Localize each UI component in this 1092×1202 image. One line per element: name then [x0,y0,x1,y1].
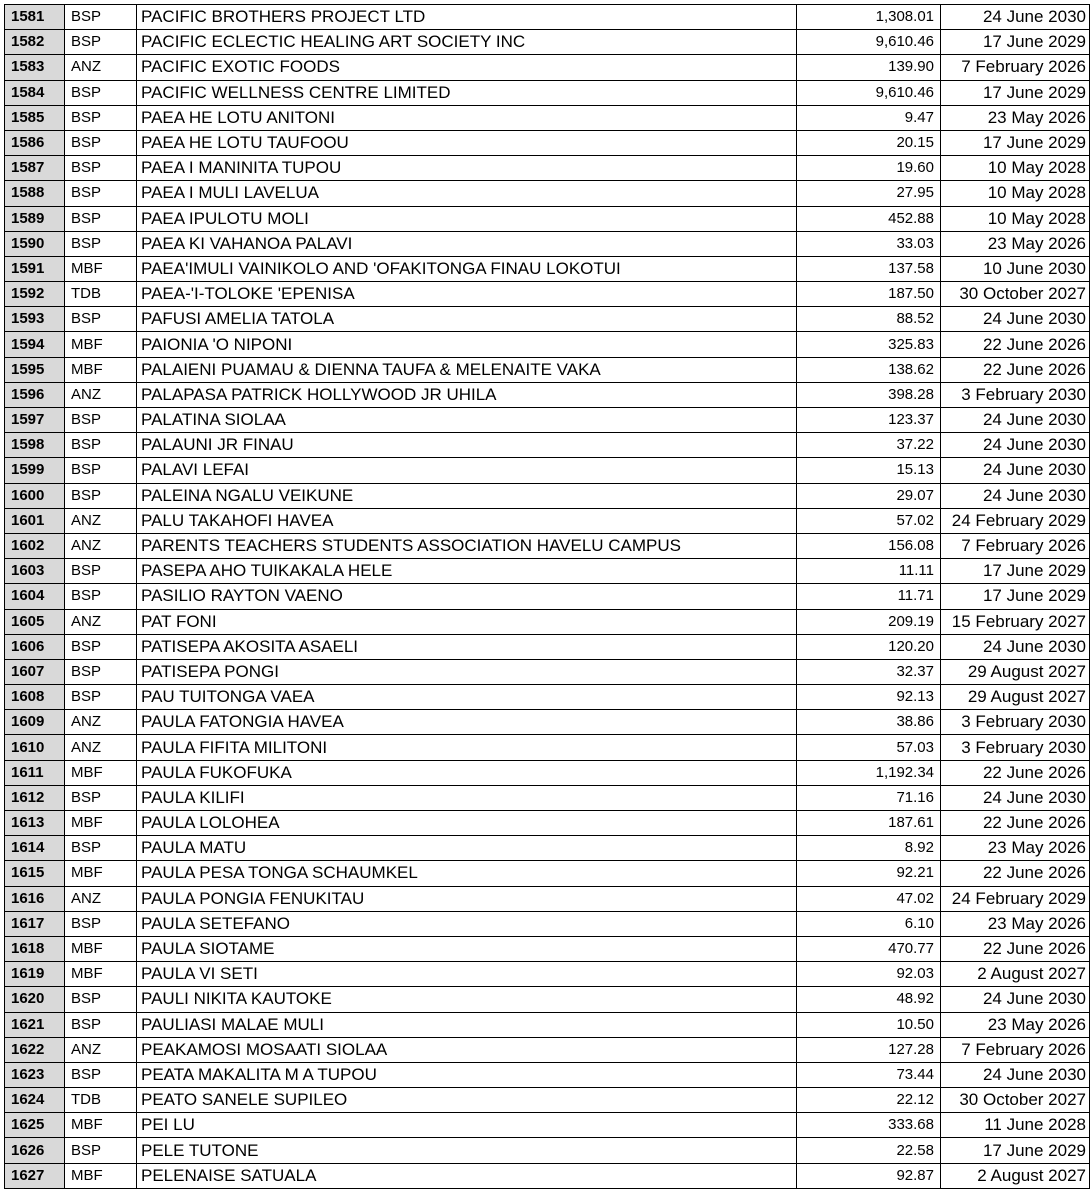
table-row [5,357,1090,382]
date-cell[interactable]: 15 February 2027 [941,609,1090,634]
date-cell[interactable]: 7 February 2026 [941,533,1090,558]
bank-code-cell[interactable]: MBF [65,1163,137,1188]
account-name-cell[interactable]: PAULA PONGIA FENUKITAU [137,886,797,911]
table-row [5,1088,1090,1113]
table-row [5,1138,1090,1163]
date-cell[interactable]: 23 May 2026 [941,836,1090,861]
account-name-cell[interactable]: PELE TUTONE [137,1138,797,1163]
table-row [5,307,1090,332]
date-cell[interactable]: 22 June 2026 [941,936,1090,961]
table-row [5,156,1090,181]
bank-code-cell[interactable]: ANZ [65,886,137,911]
date-cell[interactable]: 17 June 2029 [941,1138,1090,1163]
bank-code-cell[interactable]: ANZ [65,508,137,533]
row-number-cell[interactable]: 1614 [5,836,65,861]
row-number-cell[interactable]: 1589 [5,206,65,231]
date-cell[interactable]: 22 June 2026 [941,760,1090,785]
row-number-cell[interactable]: 1606 [5,634,65,659]
bank-code-cell[interactable]: ANZ [65,609,137,634]
date-cell[interactable]: 3 February 2030 [941,382,1090,407]
bank-code-cell[interactable]: BSP [65,105,137,130]
date-cell[interactable]: 24 June 2030 [941,785,1090,810]
date-cell[interactable]: 24 June 2030 [941,634,1090,659]
row-number-cell[interactable]: 1619 [5,962,65,987]
bank-code-cell[interactable]: BSP [65,785,137,810]
amount-cell[interactable]: 37.22 [797,433,941,458]
row-number-cell[interactable]: 1582 [5,30,65,55]
date-cell[interactable]: 22 June 2026 [941,811,1090,836]
amount-cell[interactable]: 57.02 [797,508,941,533]
table-row [5,382,1090,407]
date-cell[interactable]: 24 June 2030 [941,1062,1090,1087]
bank-code-cell[interactable]: BSP [65,659,137,684]
amount-cell[interactable]: 156.08 [797,533,941,558]
amount-cell[interactable]: 209.19 [797,609,941,634]
account-name-cell[interactable]: PAULA FATONGIA HAVEA [137,710,797,735]
amount-cell[interactable]: 19.60 [797,156,941,181]
bank-code-cell[interactable]: BSP [65,130,137,155]
amount-cell[interactable]: 92.13 [797,685,941,710]
amount-cell[interactable]: 123.37 [797,408,941,433]
amount-cell[interactable]: 11.71 [797,584,941,609]
amount-cell[interactable]: 15.13 [797,458,941,483]
table-row [5,785,1090,810]
bank-code-cell[interactable]: TDB [65,1088,137,1113]
table-row [5,634,1090,659]
bank-code-cell[interactable]: BSP [65,559,137,584]
date-cell[interactable]: 24 June 2030 [941,458,1090,483]
row-number-cell[interactable]: 1594 [5,332,65,357]
row-number-cell[interactable]: 1625 [5,1113,65,1138]
bank-code-cell[interactable]: BSP [65,987,137,1012]
amount-cell[interactable]: 32.37 [797,659,941,684]
row-number-cell[interactable]: 1617 [5,911,65,936]
table-row [5,30,1090,55]
amount-cell[interactable]: 22.12 [797,1088,941,1113]
row-number-cell[interactable]: 1595 [5,357,65,382]
amount-cell[interactable]: 127.28 [797,1037,941,1062]
date-cell[interactable]: 17 June 2029 [941,30,1090,55]
bank-code-cell[interactable]: ANZ [65,1037,137,1062]
bank-code-cell[interactable]: ANZ [65,533,137,558]
table-row [5,231,1090,256]
date-cell[interactable]: 2 August 2027 [941,962,1090,987]
table-row [5,710,1090,735]
table-row [5,5,1090,30]
amount-cell[interactable]: 71.16 [797,785,941,810]
bank-code-cell[interactable]: BSP [65,206,137,231]
date-cell[interactable]: 10 May 2028 [941,181,1090,206]
row-number-cell[interactable]: 1592 [5,282,65,307]
amount-cell[interactable]: 325.83 [797,332,941,357]
account-name-cell[interactable]: PAIONIA 'O NIPONI [137,332,797,357]
accounts-table [4,4,1090,1189]
date-cell[interactable]: 29 August 2027 [941,659,1090,684]
date-cell[interactable]: 24 February 2029 [941,508,1090,533]
row-number-cell[interactable]: 1612 [5,785,65,810]
date-cell[interactable]: 23 May 2026 [941,231,1090,256]
table-row [5,1012,1090,1037]
row-number-cell[interactable]: 1602 [5,533,65,558]
table-row [5,760,1090,785]
account-name-cell[interactable]: PAEA'IMULI VAINIKOLO AND 'OFAKITONGA FINAU LOKOTUI [137,256,797,281]
table-row [5,811,1090,836]
amount-cell[interactable]: 57.03 [797,735,941,760]
row-number-cell[interactable]: 1610 [5,735,65,760]
date-cell[interactable]: 23 May 2026 [941,911,1090,936]
row-number-cell[interactable]: 1601 [5,508,65,533]
amount-cell[interactable]: 47.02 [797,886,941,911]
row-number-cell[interactable]: 1627 [5,1163,65,1188]
account-name-cell[interactable]: PACIFIC WELLNESS CENTRE LIMITED [137,80,797,105]
row-number-cell[interactable]: 1618 [5,936,65,961]
amount-cell[interactable]: 8.92 [797,836,941,861]
date-cell[interactable]: 24 June 2030 [941,307,1090,332]
bank-code-cell[interactable]: ANZ [65,710,137,735]
table-row [5,80,1090,105]
date-cell[interactable]: 24 February 2029 [941,886,1090,911]
row-number-cell[interactable]: 1596 [5,382,65,407]
row-number-cell[interactable]: 1609 [5,710,65,735]
date-cell[interactable]: 17 June 2029 [941,80,1090,105]
amount-cell[interactable]: 38.86 [797,710,941,735]
table-body [5,5,1090,1189]
amount-cell[interactable]: 398.28 [797,382,941,407]
row-number-cell[interactable]: 1626 [5,1138,65,1163]
date-cell[interactable]: 29 August 2027 [941,685,1090,710]
bank-code-cell[interactable]: BSP [65,408,137,433]
amount-cell[interactable]: 138.62 [797,357,941,382]
account-name-cell[interactable]: PAFUSI AMELIA TATOLA [137,307,797,332]
bank-code-cell[interactable]: MBF [65,811,137,836]
row-number-cell[interactable]: 1584 [5,80,65,105]
row-number-cell[interactable]: 1622 [5,1037,65,1062]
account-name-cell[interactable]: PARENTS TEACHERS STUDENTS ASSOCIATION HAVELU CAMPUS [137,533,797,558]
date-cell[interactable]: 24 June 2030 [941,483,1090,508]
date-cell[interactable]: 3 February 2030 [941,710,1090,735]
bank-code-cell[interactable]: MBF [65,962,137,987]
account-name-cell[interactable]: PAULA PESA TONGA SCHAUMKEL [137,861,797,886]
row-number-cell[interactable]: 1620 [5,987,65,1012]
account-name-cell[interactable]: PEI LU [137,1113,797,1138]
account-name-cell[interactable]: PEATA MAKALITA M A TUPOU [137,1062,797,1087]
date-cell[interactable]: 30 October 2027 [941,1088,1090,1113]
row-number-cell[interactable]: 1583 [5,55,65,80]
row-number-cell[interactable]: 1591 [5,256,65,281]
table-row [5,105,1090,130]
date-cell[interactable]: 23 May 2026 [941,105,1090,130]
account-name-cell[interactable]: PATISEPA AKOSITA ASAELI [137,634,797,659]
bank-code-cell[interactable]: BSP [65,836,137,861]
account-name-cell[interactable]: PAULI NIKITA KAUTOKE [137,987,797,1012]
bank-code-cell[interactable]: BSP [65,307,137,332]
amount-cell[interactable]: 1,308.01 [797,5,941,30]
bank-code-cell[interactable]: BSP [65,634,137,659]
row-number-cell[interactable]: 1623 [5,1062,65,1087]
bank-code-cell[interactable]: MBF [65,760,137,785]
row-number-cell[interactable]: 1603 [5,559,65,584]
bank-code-cell[interactable]: BSP [65,685,137,710]
account-name-cell[interactable]: PAEA HE LOTU ANITONI [137,105,797,130]
account-name-cell[interactable]: PALAPASA PATRICK HOLLYWOOD JR UHILA [137,382,797,407]
date-cell[interactable]: 24 June 2030 [941,408,1090,433]
row-number-cell[interactable]: 1581 [5,5,65,30]
account-name-cell[interactable]: PAULA VI SETI [137,962,797,987]
amount-cell[interactable]: 27.95 [797,181,941,206]
date-cell[interactable]: 23 May 2026 [941,1012,1090,1037]
account-name-cell[interactable]: PASILIO RAYTON VAENO [137,584,797,609]
row-number-cell[interactable]: 1598 [5,433,65,458]
account-name-cell[interactable]: PAULA KILIFI [137,785,797,810]
amount-cell[interactable]: 333.68 [797,1113,941,1138]
amount-cell[interactable]: 73.44 [797,1062,941,1087]
date-cell[interactable]: 17 June 2029 [941,130,1090,155]
account-name-cell[interactable]: PALEINA NGALU VEIKUNE [137,483,797,508]
row-number-cell[interactable]: 1621 [5,1012,65,1037]
account-name-cell[interactable]: PEATO SANELE SUPILEO [137,1088,797,1113]
bank-code-cell[interactable]: BSP [65,1062,137,1087]
row-number-cell[interactable]: 1605 [5,609,65,634]
date-cell[interactable]: 24 June 2030 [941,5,1090,30]
amount-cell[interactable]: 92.03 [797,962,941,987]
table-row [5,1062,1090,1087]
table-row [5,659,1090,684]
bank-code-cell[interactable]: BSP [65,231,137,256]
row-number-cell[interactable]: 1585 [5,105,65,130]
account-name-cell[interactable]: PALATINA SIOLAA [137,408,797,433]
account-name-cell[interactable]: PALAUNI JR FINAU [137,433,797,458]
amount-cell[interactable]: 470.77 [797,936,941,961]
bank-code-cell[interactable]: BSP [65,458,137,483]
row-number-cell[interactable]: 1588 [5,181,65,206]
account-name-cell[interactable]: PATISEPA PONGI [137,659,797,684]
amount-cell[interactable]: 22.58 [797,1138,941,1163]
account-name-cell[interactable]: PALU TAKAHOFI HAVEA [137,508,797,533]
account-name-cell[interactable]: PAULA FIFITA MILITONI [137,735,797,760]
date-cell[interactable]: 10 June 2030 [941,256,1090,281]
bank-code-cell[interactable]: ANZ [65,382,137,407]
bank-code-cell[interactable]: TDB [65,282,137,307]
amount-cell[interactable]: 9.47 [797,105,941,130]
amount-cell[interactable]: 92.21 [797,861,941,886]
bank-code-cell[interactable]: BSP [65,30,137,55]
date-cell[interactable]: 3 February 2030 [941,735,1090,760]
amount-cell[interactable]: 139.90 [797,55,941,80]
table-row [5,735,1090,760]
amount-cell[interactable]: 48.92 [797,987,941,1012]
bank-code-cell[interactable]: BSP [65,1138,137,1163]
table-row [5,609,1090,634]
account-name-cell[interactable]: PAEA I MULI LAVELUA [137,181,797,206]
date-cell[interactable]: 10 May 2028 [941,156,1090,181]
row-number-cell[interactable]: 1613 [5,811,65,836]
account-name-cell[interactable]: PACIFIC ECLECTIC HEALING ART SOCIETY INC [137,30,797,55]
table-row [5,181,1090,206]
date-cell[interactable]: 22 June 2026 [941,357,1090,382]
row-number-cell[interactable]: 1616 [5,886,65,911]
bank-code-cell[interactable]: BSP [65,911,137,936]
table-row [5,962,1090,987]
account-name-cell[interactable]: PAULA LOLOHEA [137,811,797,836]
amount-cell[interactable]: 29.07 [797,483,941,508]
date-cell[interactable]: 11 June 2028 [941,1113,1090,1138]
account-name-cell[interactable]: PALAVI LEFAI [137,458,797,483]
table-row [5,256,1090,281]
table-row [5,1163,1090,1188]
row-number-cell[interactable]: 1615 [5,861,65,886]
amount-cell[interactable]: 187.61 [797,811,941,836]
row-number-cell[interactable]: 1597 [5,408,65,433]
table-row [5,332,1090,357]
bank-code-cell[interactable]: BSP [65,80,137,105]
bank-code-cell[interactable]: ANZ [65,735,137,760]
table-row [5,483,1090,508]
date-cell[interactable]: 7 February 2026 [941,55,1090,80]
table-row [5,886,1090,911]
date-cell[interactable]: 24 June 2030 [941,433,1090,458]
table-row [5,458,1090,483]
account-name-cell[interactable]: PAULA SIOTAME [137,936,797,961]
row-number-cell[interactable]: 1611 [5,760,65,785]
account-name-cell[interactable]: PACIFIC BROTHERS PROJECT LTD [137,5,797,30]
amount-cell[interactable]: 92.87 [797,1163,941,1188]
account-name-cell[interactable]: PAT FONI [137,609,797,634]
row-number-cell[interactable]: 1593 [5,307,65,332]
date-cell[interactable]: 24 June 2030 [941,987,1090,1012]
amount-cell[interactable]: 187.50 [797,282,941,307]
amount-cell[interactable]: 20.15 [797,130,941,155]
account-name-cell[interactable]: PAU TUITONGA VAEA [137,685,797,710]
amount-cell[interactable]: 9,610.46 [797,80,941,105]
amount-cell[interactable]: 120.20 [797,634,941,659]
table-row [5,1113,1090,1138]
bank-code-cell[interactable]: ANZ [65,55,137,80]
row-number-cell[interactable]: 1607 [5,659,65,684]
bank-code-cell[interactable]: BSP [65,584,137,609]
account-name-cell[interactable]: PAEA I MANINITA TUPOU [137,156,797,181]
account-name-cell[interactable]: PAULA SETEFANO [137,911,797,936]
amount-cell[interactable]: 10.50 [797,1012,941,1037]
amount-cell[interactable]: 6.10 [797,911,941,936]
date-cell[interactable]: 17 June 2029 [941,584,1090,609]
bank-code-cell[interactable]: MBF [65,357,137,382]
table-row [5,685,1090,710]
table-row [5,584,1090,609]
amount-cell[interactable]: 33.03 [797,231,941,256]
bank-code-cell[interactable]: MBF [65,332,137,357]
row-number-cell[interactable]: 1600 [5,483,65,508]
bank-code-cell[interactable]: MBF [65,256,137,281]
table-row [5,559,1090,584]
amount-cell[interactable]: 137.58 [797,256,941,281]
account-name-cell[interactable]: PAEA IPULOTU MOLI [137,206,797,231]
account-name-cell[interactable]: PELENAISE SATUALA [137,1163,797,1188]
bank-code-cell[interactable]: BSP [65,5,137,30]
date-cell[interactable]: 2 August 2027 [941,1163,1090,1188]
date-cell[interactable]: 22 June 2026 [941,332,1090,357]
row-number-cell[interactable]: 1624 [5,1088,65,1113]
table-row [5,533,1090,558]
table-row [5,408,1090,433]
row-number-cell[interactable]: 1599 [5,458,65,483]
table-row [5,911,1090,936]
date-cell[interactable]: 10 May 2028 [941,206,1090,231]
row-number-cell[interactable]: 1587 [5,156,65,181]
table-row [5,282,1090,307]
date-cell[interactable]: 17 June 2029 [941,559,1090,584]
table-row [5,861,1090,886]
date-cell[interactable]: 7 February 2026 [941,1037,1090,1062]
bank-code-cell[interactable]: BSP [65,156,137,181]
account-name-cell[interactable]: PAULA MATU [137,836,797,861]
account-name-cell[interactable]: PEAKAMOSI MOSAATI SIOLAA [137,1037,797,1062]
account-name-cell[interactable]: PAULIASI MALAE MULI [137,1012,797,1037]
table-row [5,1037,1090,1062]
account-name-cell[interactable]: PAEA HE LOTU TAUFOOU [137,130,797,155]
account-name-cell[interactable]: PALAIENI PUAMAU & DIENNA TAUFA & MELENAITE VAKA [137,357,797,382]
table-row [5,130,1090,155]
bank-code-cell[interactable]: BSP [65,181,137,206]
amount-cell[interactable]: 11.11 [797,559,941,584]
table-row [5,987,1090,1012]
table-row [5,206,1090,231]
bank-code-cell[interactable]: BSP [65,1012,137,1037]
table-row [5,55,1090,80]
account-name-cell[interactable]: PAEA-'I-TOLOKE 'EPENISA [137,282,797,307]
row-number-cell[interactable]: 1586 [5,130,65,155]
date-cell[interactable]: 22 June 2026 [941,861,1090,886]
account-name-cell[interactable]: PACIFIC EXOTIC FOODS [137,55,797,80]
date-cell[interactable]: 30 October 2027 [941,282,1090,307]
account-name-cell[interactable]: PAEA KI VAHANOA PALAVI [137,231,797,256]
amount-cell[interactable]: 1,192.34 [797,760,941,785]
amount-cell[interactable]: 88.52 [797,307,941,332]
amount-cell[interactable]: 9,610.46 [797,30,941,55]
table-row [5,836,1090,861]
bank-code-cell[interactable]: BSP [65,483,137,508]
table-row [5,433,1090,458]
account-name-cell[interactable]: PAULA FUKOFUKA [137,760,797,785]
bank-code-cell[interactable]: MBF [65,936,137,961]
row-number-cell[interactable]: 1590 [5,231,65,256]
bank-code-cell[interactable]: MBF [65,861,137,886]
account-name-cell[interactable]: PASEPA AHO TUIKAKALA HELE [137,559,797,584]
row-number-cell[interactable]: 1604 [5,584,65,609]
table-row [5,508,1090,533]
bank-code-cell[interactable]: BSP [65,433,137,458]
amount-cell[interactable]: 452.88 [797,206,941,231]
bank-code-cell[interactable]: MBF [65,1113,137,1138]
row-number-cell[interactable]: 1608 [5,685,65,710]
table-row [5,936,1090,961]
